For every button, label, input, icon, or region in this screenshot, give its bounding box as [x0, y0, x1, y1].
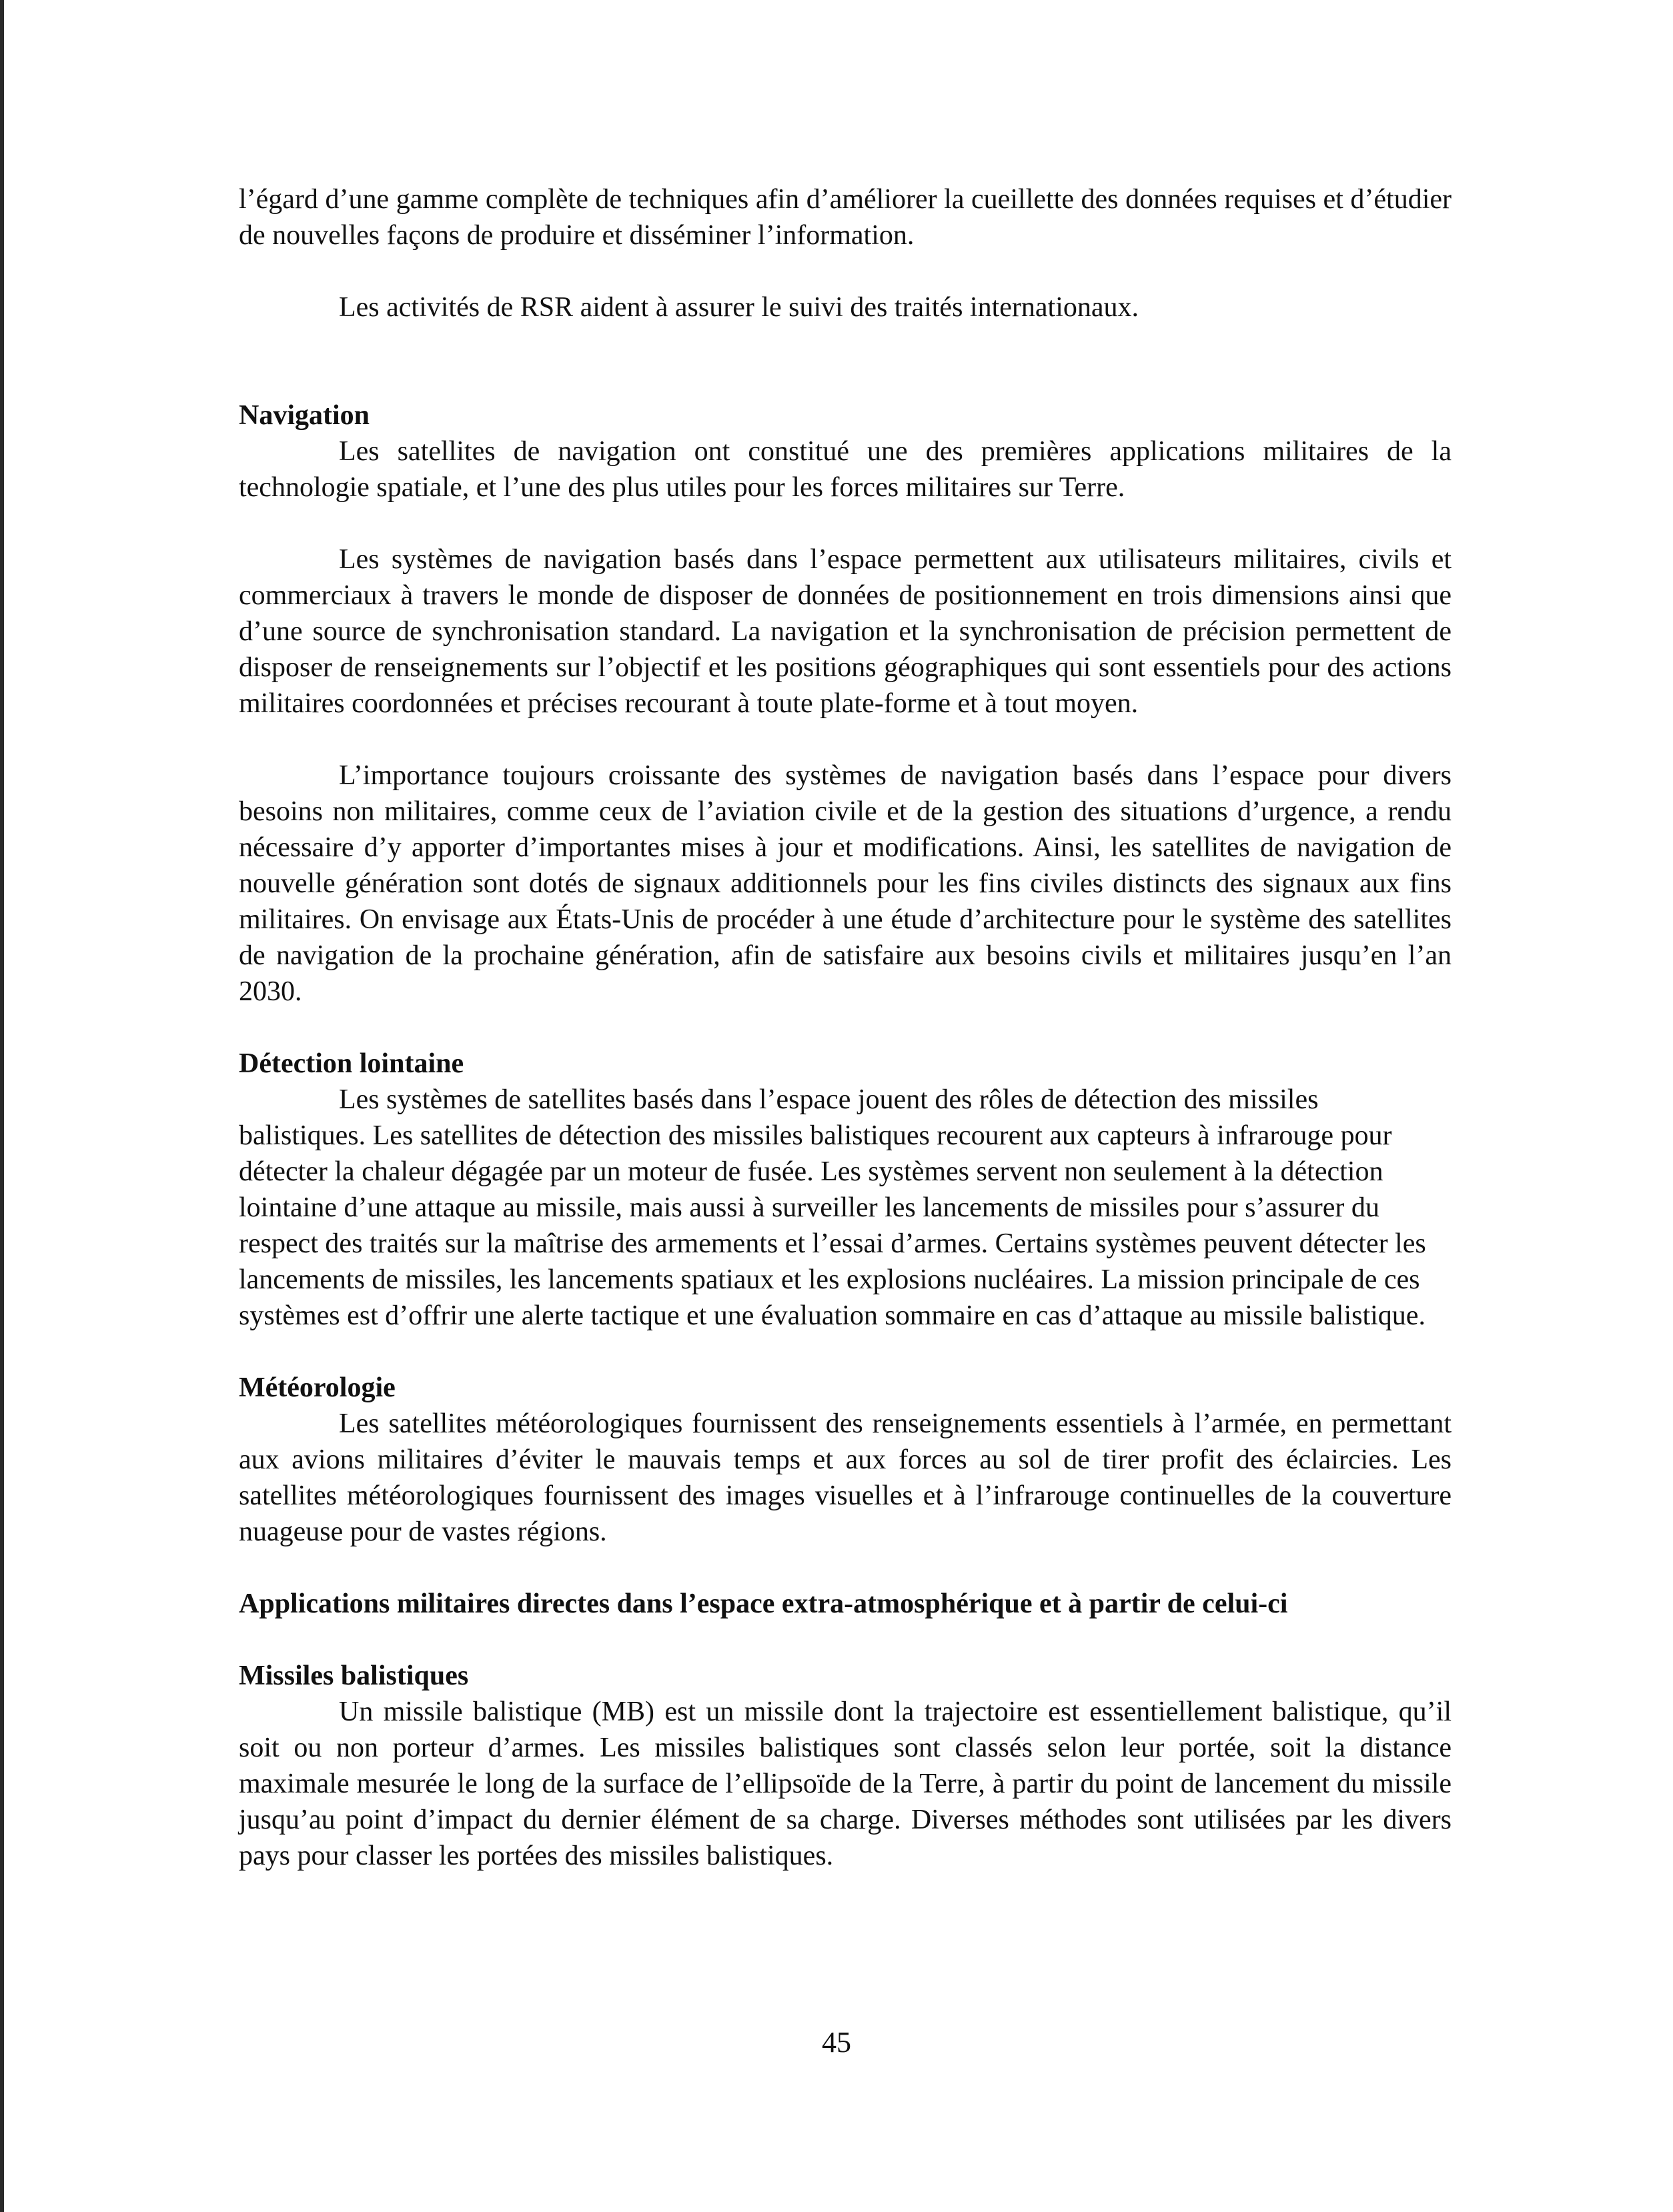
detection-paragraph-1: Les systèmes de satellites basés dans l’espace jouent des rôles de détection des missiles balistiques. Les satellites de détection des missiles balistiques recourent aux capteurs à infrarouge pour détecter la chaleur dégagée par un moteur de fusée. Les systèmes servent non seulement à la détection lointaine d’une attaque au missile, mais aussi à surveiller les lancements de missiles pour s’assurer du respect des traités sur la maîtrise des armements et l’essai d’armes. Certains systèmes peuvent détecter les lancements de missiles, les lancements spatiaux et les explosions nucléaires. La mission principale de ces systèmes est d’offrir une alerte tactique et une évaluation sommaire en cas d’attaque au missile balistique.: [239, 1084, 1426, 1331]
document-body: [239, 181, 1452, 1874]
scan-border: [0, 0, 4, 2212]
intro-paragraph-2: Les activités de RSR aident à assurer le suivi des traités internationaux.: [339, 292, 1139, 323]
navigation-paragraph-3: L’importance toujours croissante des systèmes de navigation basés dans l’espace pour divers besoins non militaires, comme ceux de l’aviation civile et de la gestion des situations d’urgence, a rendu nécessaire d’y apporter d’importantes mises à jour et modifications. Ainsi, les satellites de navigation de nouvelle génération sont dotés de signaux additionnels pour les fins civiles distincts des signaux aux fins militaires. On envisage aux États-Unis de procéder à une étude d’architecture pour le système des satellites de navigation de la prochaine génération, afin de satisfaire aux besoins civils et militaires jusqu’en l’an 2030.: [239, 760, 1452, 1007]
page-number: 45: [822, 2026, 851, 2059]
detection-heading: Détection lointaine: [239, 1048, 464, 1079]
intro-paragraph-1: l’égard d’une gamme complète de techniques afin d’améliorer la cueillette des données requises et d’étudier de nouvelles façons de produire et disséminer l’information.: [239, 184, 1452, 251]
meteo-heading: Météorologie: [239, 1372, 396, 1403]
navigation-paragraph-1: Les satellites de navigation ont constitué une des premières applications militaires de la technologie spatiale, et l’une des plus utiles pour les forces militaires sur Terre.: [239, 436, 1452, 503]
missiles-heading: Missiles balistiques: [239, 1661, 469, 1691]
missiles-paragraph-1: Un missile balistique (MB) est un missile dont la trajectoire est essentiellement balistique, qu’il soit ou non porteur d’armes. Les missiles balistiques sont classés selon leur portée, soit la distance maximale mesurée le long de la surface de l’ellipsoïde de la Terre, à partir du point de lancement du missile jusqu’au point d’impact du dernier élément de sa charge. Diverses méthodes sont utilisées par les divers pays pour classer les portées des missiles balistiques.: [239, 1697, 1452, 1871]
navigation-paragraph-2: Les systèmes de navigation basés dans l’espace permettent aux utilisateurs militaires, civils et commerciaux à travers le monde de disposer de données de positionnement en trois dimensions ainsi que d’une source de synchronisation standard. La navigation et la synchronisation de précision permettent de disposer de renseignements sur l’objectif et les positions géographiques qui sont essentiels pour des actions militaires coordonnées et précises recourant à toute plate-forme et à tout moyen.: [239, 544, 1452, 719]
navigation-heading: Navigation: [239, 400, 370, 431]
meteo-paragraph-1: Les satellites météorologiques fournissent des renseignements essentiels à l’armée, en permettant aux avions militaires d’éviter le mauvais temps et aux forces au sol de tirer profit des éclaircies. Les satellites météorologiques fournissent des images visuelles et à l’infrarouge continuelles de la couverture nuageuse pour de vastes régions.: [239, 1408, 1452, 1547]
applications-heading: Applications militaires directes dans l’espace extra-atmosphérique et à partir de celui-ci: [239, 1588, 1288, 1619]
